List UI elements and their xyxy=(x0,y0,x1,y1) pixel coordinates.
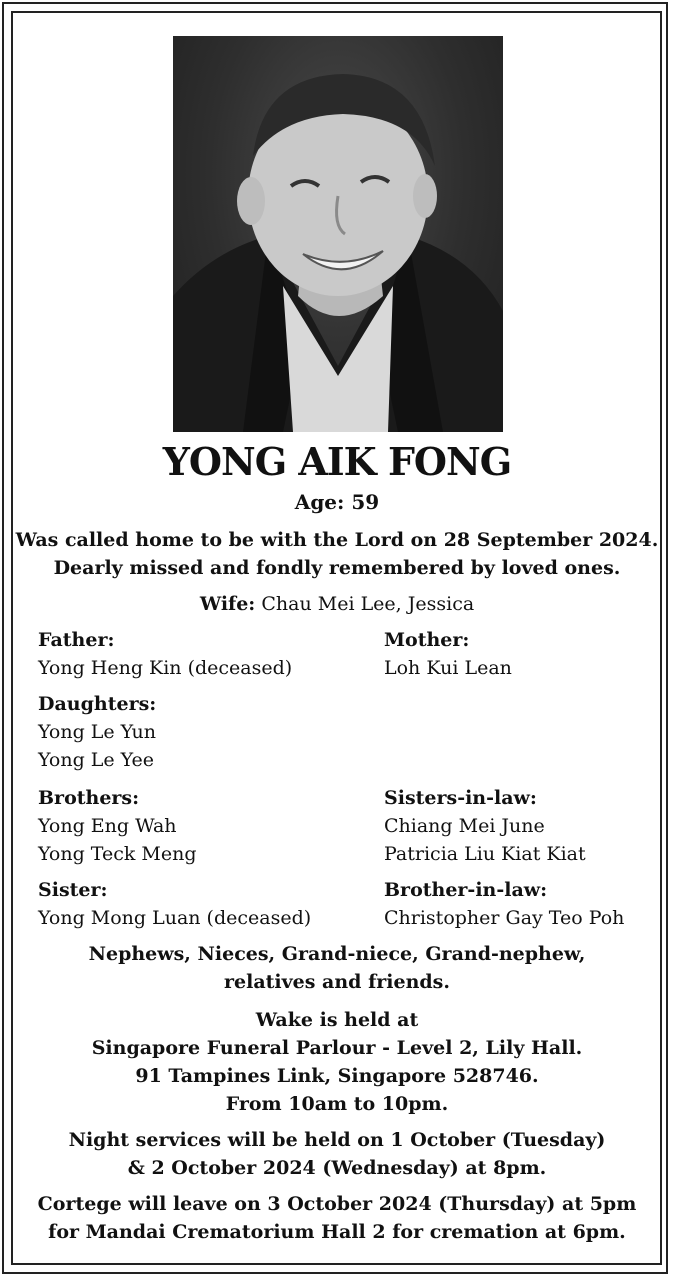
brother-name: Yong Teck Meng xyxy=(38,843,197,865)
wake-line: 91 Tampines Link, Singapore 528746. xyxy=(135,1065,539,1087)
cortege-details xyxy=(0,1190,674,1246)
wake-line: Singapore Funeral Parlour - Level 2, Lily Hall. xyxy=(91,1037,583,1059)
relatives-text xyxy=(0,940,674,996)
daughters-block xyxy=(38,690,156,774)
brother-in-law-block xyxy=(384,876,624,932)
mother-block xyxy=(384,626,512,682)
daughter-name: Yong Le Yun xyxy=(38,721,157,743)
sisters-in-law-label: Sisters-in-law: xyxy=(384,787,537,809)
lead-line: Was called home to be with the Lord on 28 September 2024. xyxy=(15,529,659,551)
brother-in-law-label: Brother-in-law: xyxy=(384,879,548,901)
mother-label: Mother: xyxy=(384,629,470,651)
night-services-line: Night services will be held on 1 October (Tuesday) xyxy=(68,1129,606,1151)
father-label: Father: xyxy=(38,629,115,651)
wake-line: Wake is held at xyxy=(255,1009,419,1031)
wife-line xyxy=(0,590,674,618)
brothers-label: Brothers: xyxy=(38,787,140,809)
father-name: Yong Heng Kin (deceased) xyxy=(38,657,293,679)
relatives-line: relatives and friends. xyxy=(224,971,450,993)
cortege-line: Cortege will leave on 3 October 2024 (Thursday) at 5pm xyxy=(37,1193,637,1215)
daughter-name: Yong Le Yee xyxy=(38,749,155,771)
sister-in-law-name: Chiang Mei June xyxy=(384,815,545,837)
relatives-line: Nephews, Nieces, Grand-niece, Grand-nephew, xyxy=(88,943,586,965)
mother-name: Loh Kui Lean xyxy=(384,657,512,679)
deceased-name: YONG AIK FONG xyxy=(162,439,512,484)
wake-line: From 10am to 10pm. xyxy=(225,1093,449,1115)
sister-in-law-name: Patricia Liu Kiat Kiat xyxy=(384,843,586,865)
daughters-label: Daughters: xyxy=(38,693,157,715)
father-block xyxy=(38,626,292,682)
cortege-line: for Mandai Crematorium Hall 2 for cremation at 6pm. xyxy=(48,1221,626,1243)
wife-name: Chau Mei Lee, Jessica xyxy=(261,593,475,615)
wake-details xyxy=(0,1006,674,1118)
sisters-in-law-block xyxy=(384,784,586,868)
portrait-photo xyxy=(173,36,503,432)
wife-label: Wife: xyxy=(199,593,256,615)
night-services xyxy=(0,1126,674,1182)
lead-line: Dearly missed and fondly remembered by loved ones. xyxy=(53,557,621,579)
brother-in-law-name: Christopher Gay Teo Poh xyxy=(384,907,625,929)
night-services-line: & 2 October 2024 (Wednesday) at 8pm. xyxy=(127,1157,547,1179)
age-line: Age: 59 xyxy=(294,490,380,514)
sister-name: Yong Mong Luan (deceased) xyxy=(38,907,312,929)
sister-block xyxy=(38,876,311,932)
brother-name: Yong Eng Wah xyxy=(38,815,177,837)
sister-label: Sister: xyxy=(38,879,108,901)
lead-text xyxy=(0,526,674,582)
brothers-block xyxy=(38,784,197,868)
